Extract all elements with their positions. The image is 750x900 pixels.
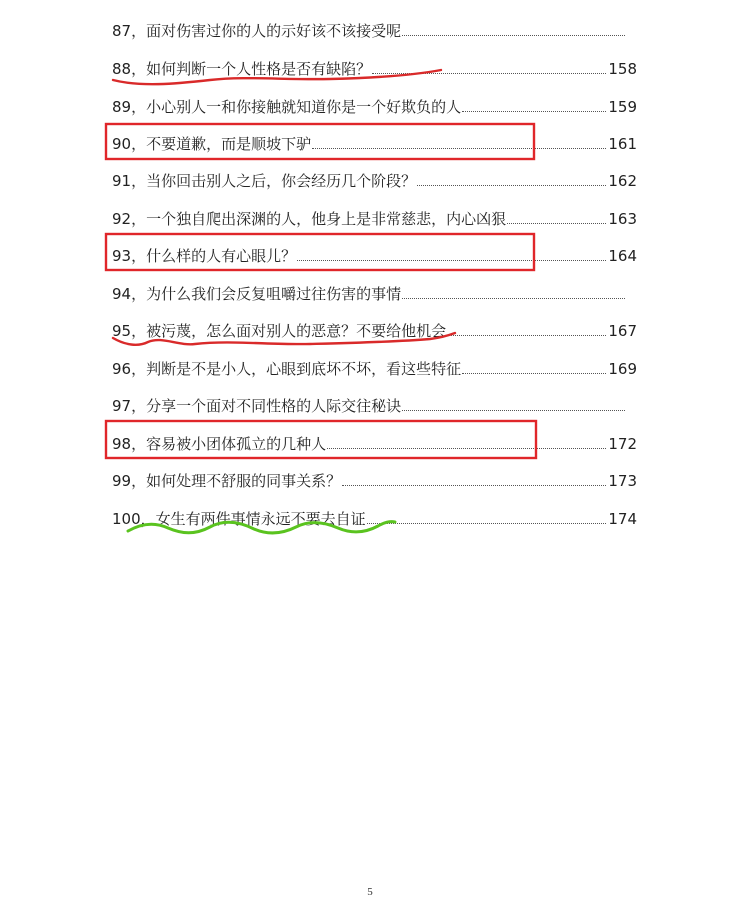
toc-entry-89[interactable] xyxy=(112,90,637,116)
dot-leader xyxy=(297,260,606,261)
toc-entry-page: 164 xyxy=(608,247,637,265)
toc-entry-93[interactable] xyxy=(112,239,637,265)
toc-entry-title: 100，女生有两件事情永远不要去自证 xyxy=(112,510,366,528)
toc-entry-90[interactable] xyxy=(112,127,637,153)
dot-leader xyxy=(372,73,606,74)
toc-entry-88[interactable] xyxy=(112,52,637,78)
toc-entry-96[interactable] xyxy=(112,352,637,378)
toc-entry-page: 174 xyxy=(608,510,637,528)
dot-leader xyxy=(342,485,606,486)
dot-leader xyxy=(367,523,607,524)
toc-entry-page: 162 xyxy=(608,172,637,190)
dot-leader xyxy=(462,111,606,112)
toc-entry-title: 88，如何判断一个人性格是否有缺陷？ xyxy=(112,60,372,78)
toc-entry-92[interactable] xyxy=(112,202,637,228)
dot-leader xyxy=(462,373,606,374)
toc-entry-99[interactable] xyxy=(112,464,637,490)
toc-entry-title: 93，什么样的人有心眼儿？ xyxy=(112,247,297,265)
toc-entry-100[interactable] xyxy=(112,502,637,528)
toc-entry-title: 94，为什么我们会反复咀嚼过往伤害的事情 xyxy=(112,285,402,303)
toc-entry-title: 95，被污蔑，怎么面对别人的恶意？不要给他机会 xyxy=(112,322,447,340)
toc-entry-87[interactable] xyxy=(112,14,637,40)
dot-leader xyxy=(312,148,606,149)
toc-entry-title: 98，容易被小团体孤立的几种人 xyxy=(112,435,327,453)
toc-entry-page: 169 xyxy=(608,360,637,378)
dot-leader xyxy=(507,223,606,224)
toc-entry-title: 92，一个独自爬出深渊的人，他身上是非常慈悲，内心凶狠 xyxy=(112,210,507,228)
toc-entry-page: 173 xyxy=(608,472,637,490)
toc-entry-title: 99，如何处理不舒服的同事关系？ xyxy=(112,472,342,490)
dot-leader xyxy=(402,410,625,411)
toc-entry-title: 91，当你回击别人之后，你会经历几个阶段？ xyxy=(112,172,417,190)
toc-entry-title: 96，判断是不是小人，心眼到底坏不坏，看这些特征 xyxy=(112,360,462,378)
dot-leader xyxy=(447,335,606,336)
toc-entry-page: 158 xyxy=(608,60,637,78)
toc-entry-page: 159 xyxy=(608,98,637,116)
toc-entry-page: 167 xyxy=(608,322,637,340)
page-number: 5 xyxy=(367,886,373,898)
dot-leader xyxy=(327,448,606,449)
toc-entry-91[interactable] xyxy=(112,164,637,190)
toc-entry-97[interactable] xyxy=(112,389,637,415)
dot-leader xyxy=(402,298,625,299)
toc-entry-94[interactable] xyxy=(112,277,637,303)
toc-entry-title: 97，分享一个面对不同性格的人际交往秘诀 xyxy=(112,397,402,415)
toc-entry-95[interactable] xyxy=(112,314,637,340)
toc-entry-page: 163 xyxy=(608,210,637,228)
toc-entry-98[interactable] xyxy=(112,427,637,453)
toc-entry-page: 172 xyxy=(608,435,637,453)
dot-leader xyxy=(417,185,606,186)
dot-leader xyxy=(402,35,625,36)
toc-entry-title: 87，面对伤害过你的人的示好该不该接受呢 xyxy=(112,22,402,40)
toc-entry-title: 89，小心别人一和你接触就知道你是一个好欺负的人 xyxy=(112,98,462,116)
toc-entry-title: 90，不要道歉，而是顺坡下驴 xyxy=(112,135,312,153)
toc-entry-page: 161 xyxy=(608,135,637,153)
